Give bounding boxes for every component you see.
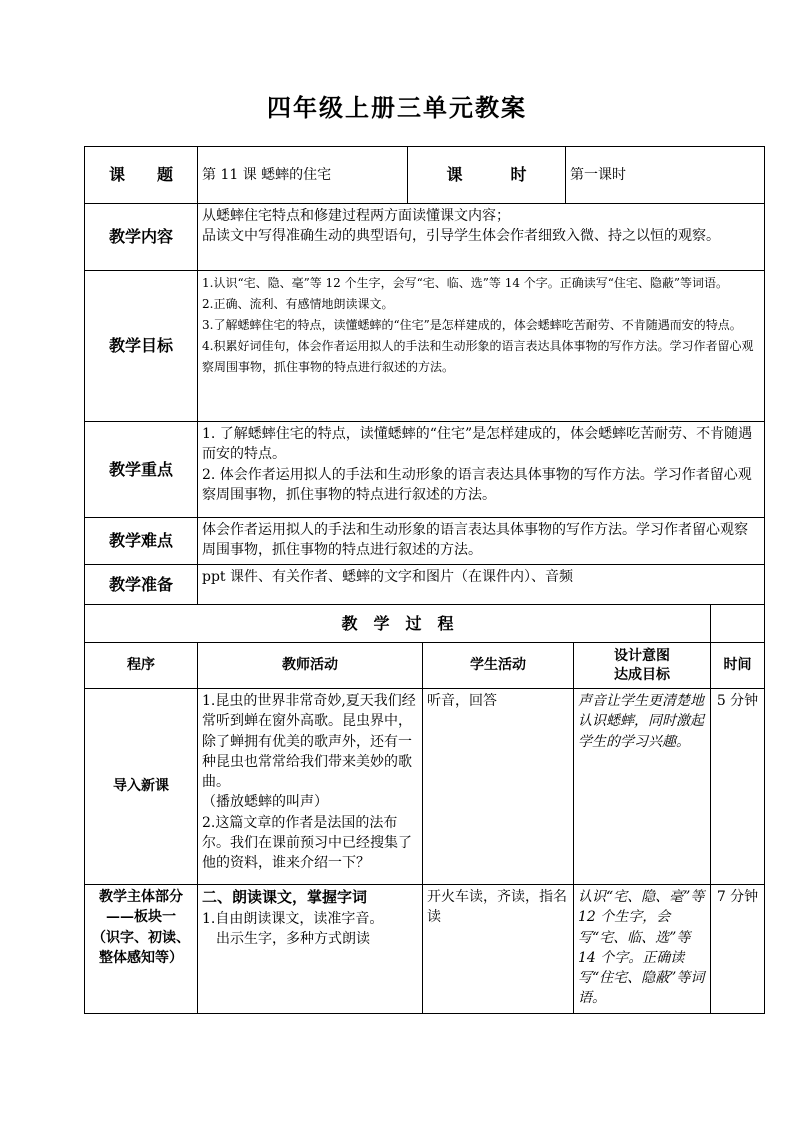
focus-text: [198, 422, 765, 518]
goals-line: 2.正确、流利、有感情地朗读课文。: [202, 297, 394, 311]
teacher-line: （播放蟋蟀的叫声）: [202, 794, 328, 811]
process-columns-row: [85, 643, 765, 689]
goals-line: 1.认识“宅、隐、毫”等 12 个生字，会写“宅、临、选”等 14 个字。正确读写“住宅、隐蔽”等词语。: [202, 276, 729, 290]
prep-line: ppt 课件、有关作者、蟋蟀的文字和图片（在课件内）、音频: [202, 569, 573, 585]
col-step: 程序: [85, 643, 198, 689]
col-teacher: 教师活动: [198, 643, 423, 689]
info-table: [84, 146, 765, 605]
teacher-cell: [198, 689, 423, 885]
goals-label: 教学目标: [85, 271, 198, 422]
content-row: [85, 204, 765, 271]
subject-row: [85, 147, 765, 204]
difficulty-line: 体会作者运用拟人的手法和生动形象的语言表达具体事物的写作方法。学习作者留心观察周围事物，抓住事物的特点进行叙述的方法。: [202, 522, 748, 559]
goals-line: 4.积累好词佳句，体会作者运用拟人的手法和生动形象的语言表达具体事物的写作方法。学习作者留心观察周围事物，抓住事物的特点进行叙述的方法。: [202, 339, 754, 374]
content-line: 品读文中写得准确生动的典型语句，引导学生体会作者细致入微、持之以恒的观察。: [202, 228, 720, 245]
step-line: ——板块一: [106, 909, 176, 926]
time-cell: 7 分钟: [711, 885, 765, 1014]
col-student: 学生活动: [423, 643, 574, 689]
teacher-heading: 二、朗读课文，掌握字词: [202, 888, 368, 906]
focus-row: [85, 422, 765, 518]
step-line: 教学主体部分: [99, 889, 183, 905]
step-cell: [85, 689, 198, 885]
col-design: [574, 643, 711, 689]
teacher-line: 2.这篇文章的作者是法国的法布尔。我们在课前预习中已经搜集了他的资料，谁来介绍一下？: [202, 814, 412, 872]
design-cell: 声音让学生更清楚地认识蟋蟀，同时激起学生的学习兴趣。: [574, 689, 711, 885]
process-heading: 教 学 过 程: [85, 605, 711, 643]
difficulty-text: [198, 518, 765, 565]
process-table: [84, 604, 765, 1014]
goals-line: 3.了解蟋蟀住宅的特点，读懂蟋蟀的“住宅”是怎样建成的，体会蟋蟀吃苦耐劳、不肯随遇而安的特点。: [202, 318, 742, 332]
difficulty-label: 教学难点: [85, 518, 198, 565]
teacher-line: 1.自由朗读课文，读准字音。: [202, 910, 384, 927]
process-heading-blank: [711, 605, 765, 643]
process-row: [85, 885, 765, 1014]
prep-text: [198, 565, 765, 605]
content-line: 从蟋蟀住宅特点和修建过程两方面读懂课文内容；: [202, 208, 510, 224]
period-value: 第一课时: [566, 147, 765, 204]
teacher-line: 出示生字，多种方式朗读: [202, 931, 370, 948]
content-label: 教学内容: [85, 204, 198, 271]
goals-text: [198, 271, 765, 422]
teacher-cell: [198, 885, 423, 1014]
prep-label: 教学准备: [85, 565, 198, 605]
time-cell: 5 分钟: [711, 689, 765, 885]
process-heading-row: [85, 605, 765, 643]
step-line: （识字、初读、整体感知等）: [92, 929, 190, 966]
col-design-line: 设计意图: [614, 648, 670, 665]
step-cell: [85, 885, 198, 1014]
step-line: 导入新课: [113, 778, 169, 795]
teacher-line: 1.昆虫的世界非常奇妙,夏天我们经常听到蝉在窗外高歌。昆虫界中，除了蝉拥有优美的歌声外，还有一种昆虫也常常给我们带来美妙的歌曲。: [202, 693, 416, 791]
design-cell: 认识“宅、隐、毫”等 12 个生字，会写“宅、临、选”等 14 个字。正确读写“住宅、隐蔽”等词语。: [574, 885, 711, 1014]
subject-value: 第 11 课 蟋蟀的住宅: [198, 147, 408, 204]
focus-line: 2. 体会作者运用拟人的手法和生动形象的语言表达具体事物的写作方法。学习作者留心观察周围事物，抓住事物的特点进行叙述的方法。: [202, 466, 752, 503]
process-row: [85, 689, 765, 885]
prep-row: [85, 565, 765, 605]
page-title: 四年级上册三单元教案: [267, 93, 527, 122]
student-cell: 开火车读，齐读，指名读: [423, 885, 574, 1014]
difficulty-row: [85, 518, 765, 565]
content-text: [198, 204, 765, 271]
focus-line: 1. 了解蟋蟀住宅的特点，读懂蟋蟀的“住宅”是怎样建成的，体会蟋蟀吃苦耐劳、不肯随遇而安的特点。: [202, 426, 753, 463]
period-label: 课 时: [408, 147, 566, 204]
col-design-line: 达成目标: [614, 666, 670, 683]
focus-label: 教学重点: [85, 422, 198, 518]
col-time: 时间: [711, 643, 765, 689]
goals-row: [85, 271, 765, 422]
student-cell: 听音，回答: [423, 689, 574, 885]
subject-label: 课 题: [85, 147, 198, 204]
